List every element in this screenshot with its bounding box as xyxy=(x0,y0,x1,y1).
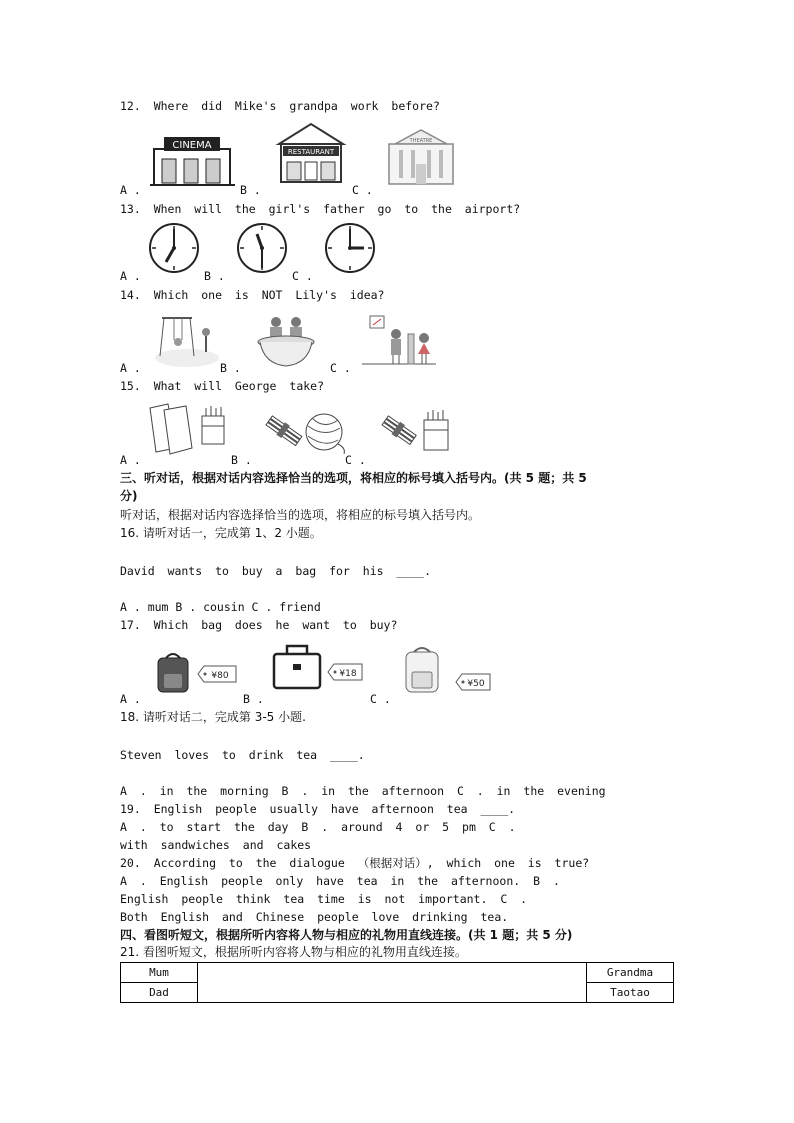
section3-instruction: 听对话，根据对话内容选择恰当的选项，将相应的标号填入括号内。 xyxy=(120,508,481,522)
person-mum: Mum xyxy=(121,963,198,983)
q16-question: David wants to buy a bag for his ____. xyxy=(120,564,432,578)
q19-options-line2: with sandwiches and cakes xyxy=(120,838,312,852)
backpack-50-picture xyxy=(400,646,492,696)
pencils-and-crayons-picture xyxy=(378,404,458,456)
q14-option-b: B . xyxy=(220,361,241,375)
q14-option-c: C . xyxy=(330,361,351,375)
section3-heading-line2: 分) xyxy=(120,489,138,503)
q21-question: 21. 看图听短文，根据所听内容将人物与相应的礼物用直线连接。 xyxy=(120,945,467,959)
section3-heading-line1: 三、听对话，根据对话内容选择恰当的选项，将相应的标号填入括号内。(共 5 题；共 5 xyxy=(120,471,587,485)
clock-half-past-eleven-icon xyxy=(236,222,288,274)
q12-question: 12. Where did Mike's grandpa work before? xyxy=(120,99,440,113)
section4-heading: 四、看图听短文，根据所听内容将人物与相应的礼物用直线连接。(共 1 题；共 5 分) xyxy=(120,928,573,942)
q14-question: 14. Which one is NOT Lily's idea? xyxy=(120,288,385,302)
briefcase-18-picture xyxy=(272,640,364,692)
pencils-and-yarn-picture xyxy=(262,404,348,456)
q12-option-c: C . xyxy=(352,183,373,197)
price-tag-a: ¥80 xyxy=(211,671,229,681)
restaurant-picture xyxy=(275,122,347,184)
q17-option-c: C . xyxy=(370,692,391,706)
cinema-picture xyxy=(150,135,235,187)
q18-intro: 18. 请听对话二，完成第 3-5 小题. xyxy=(120,710,306,724)
person-dad: Dad xyxy=(121,983,198,1003)
theatre-picture xyxy=(385,126,457,188)
matching-area xyxy=(198,963,587,1003)
q15-option-a: A . xyxy=(120,453,141,467)
q20-options-line1: A . English people only have tea in the afternoon. B . xyxy=(120,874,560,888)
price-tag-c: ¥50 xyxy=(467,679,485,689)
q16-intro: 16. 请听对话一，完成第 1、2 小题。 xyxy=(120,526,322,540)
q16-options: A . mum B . cousin C . friend xyxy=(120,600,321,614)
cinema-sign: CINEMA xyxy=(172,140,212,151)
q13-option-b: B . xyxy=(204,269,225,283)
clock-three-icon xyxy=(324,222,376,274)
q12-option-b: B . xyxy=(240,183,261,197)
q12-option-a: A . xyxy=(120,183,141,197)
q17-option-b: B . xyxy=(243,692,264,706)
q18-options: A . in the morning B . in the afternoon C . in the evening xyxy=(120,784,606,798)
q19-question: 19. English people usually have afternoon tea ____. xyxy=(120,802,516,816)
q18-question: Steven loves to drink tea ____. xyxy=(120,748,365,762)
q13-option-c: C . xyxy=(292,269,313,283)
museum-visit-picture xyxy=(362,312,436,370)
q20-options-line3: Both English and Chinese people love drinking tea. xyxy=(120,910,509,924)
restaurant-sign: RESTAURANT xyxy=(287,148,335,156)
picnic-table-picture xyxy=(256,312,316,370)
q17-option-a: A . xyxy=(120,692,141,706)
q19-options-line1: A . to start the day B . around 4 or 5 pm C . xyxy=(120,820,516,834)
playground-picture xyxy=(152,312,222,370)
q17-question: 17. Which bag does he want to buy? xyxy=(120,618,398,632)
person-taotao: Taotao xyxy=(587,983,674,1003)
q13-question: 13. When will the girl's father go to the airport? xyxy=(120,202,521,216)
q13-option-a: A . xyxy=(120,269,141,283)
q15-option-b: B . xyxy=(231,453,252,467)
theatre-sign: THEATRE xyxy=(409,138,433,144)
q20-options-line2: English people think tea time is not important. C . xyxy=(120,892,528,906)
matching-table xyxy=(120,962,674,1003)
clock-seven-icon xyxy=(148,222,200,274)
person-grandma: Grandma xyxy=(587,963,674,983)
price-tag-b: ¥18 xyxy=(339,669,357,679)
q20-question: 20. According to the dialogue （根据对话）, which one is true? xyxy=(120,856,590,870)
q14-option-a: A . xyxy=(120,361,141,375)
paper-and-crayons-picture xyxy=(146,402,230,456)
q15-question: 15. What will George take? xyxy=(120,379,325,393)
backpack-80-picture xyxy=(152,650,238,696)
q15-option-c: C . xyxy=(345,453,366,467)
